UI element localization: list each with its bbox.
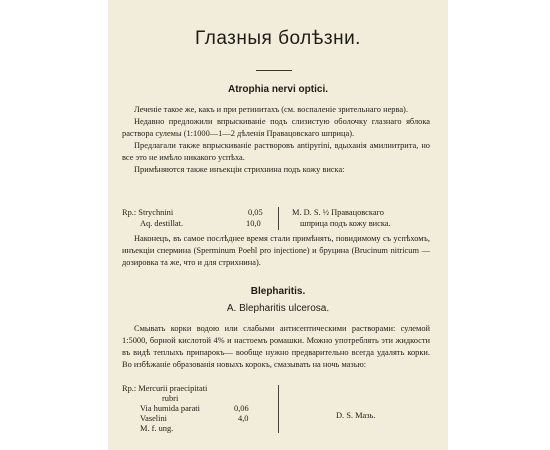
rx-ingredient: rubri [162,394,179,403]
rx-ingredient: Rp.: Strychnini [122,208,174,217]
paragraph: Недавно предложили впрыскиваніе подъ слизистую оболочку глазнаго яблока раствора сулемы (1:1000—1—2 дѣленія Правацовскаго шприца). [122,117,430,138]
rx-signature: D. S. Мазь. [336,411,376,420]
section-heading-blepharitis: Blepharitis. [250,286,306,297]
paragraph: Примѣняются также инъекціи стрихнина подъ кожу виска: [134,165,345,174]
rx-amount: 0,06 [234,404,249,413]
page-title: Глазныя болѣзни. [195,28,361,49]
section-atrophia-text-end [122,233,430,269]
prescription-ointment [122,383,432,443]
subsection-heading: A. Blepharitis ulcerosa. [226,303,330,314]
rx-amount: 4,0 [238,414,249,423]
section-atrophia-text [122,104,430,176]
rx-divider [278,207,279,230]
paragraph: Смывать корки водою или слабыми антисептическими растворами: сулемой 1:5000, борной кислотой 4% и настоемъ ромашки. Можно употреблять эти жидкости въ видѣ теплыхъ припарокъ— вообще нужно предварительно всегда удалять корки. Во избѣжаніе образованія новыхъ корокъ, смазывать на ночь мазью: [122,324,430,369]
rx-amount: 10,0 [246,219,261,228]
title-divider [256,70,292,71]
rx-amount: 0,05 [248,208,263,217]
paragraph: Предлагали также впрыскиваніе растворовъ antipyrini, вдыханія амилнитрита, но все это не имѣло никакого успѣха. [122,141,430,162]
rx-signature: шприца подъ кожу виска. [300,219,391,228]
rx-ingredient: Vaselini [140,414,167,423]
section-heading-atrophia: Atrophia nervi optici. [227,84,328,95]
paragraph: Наконецъ, въ самое послѣднее время стали примѣнять, повидимому съ успѣхомъ, инъекціи спермина (Sperminum Poehl pro injectione) и бруцина (Brucinum nitricum — дозировка та же, что и для стрихнина). [122,234,430,267]
prescription-strychnine [122,207,432,231]
rx-ingredient: Aq. destillat. [140,219,184,228]
rx-ingredient: Rp.: Mercurii praecipitati [122,384,208,393]
section-blepharitis-text [122,323,430,371]
rx-divider [278,385,279,433]
rx-ingredient: Via humida parati [140,404,200,413]
paragraph: Леченіе такое же, какъ и при ретинитахъ (см. воспаленіе зрительнаго нерва). [134,105,408,114]
book-page [108,0,448,450]
rx-signature: M. D. S. ½ Правацовскаго [292,208,384,217]
rx-ingredient: M. f. ung. [140,424,174,433]
